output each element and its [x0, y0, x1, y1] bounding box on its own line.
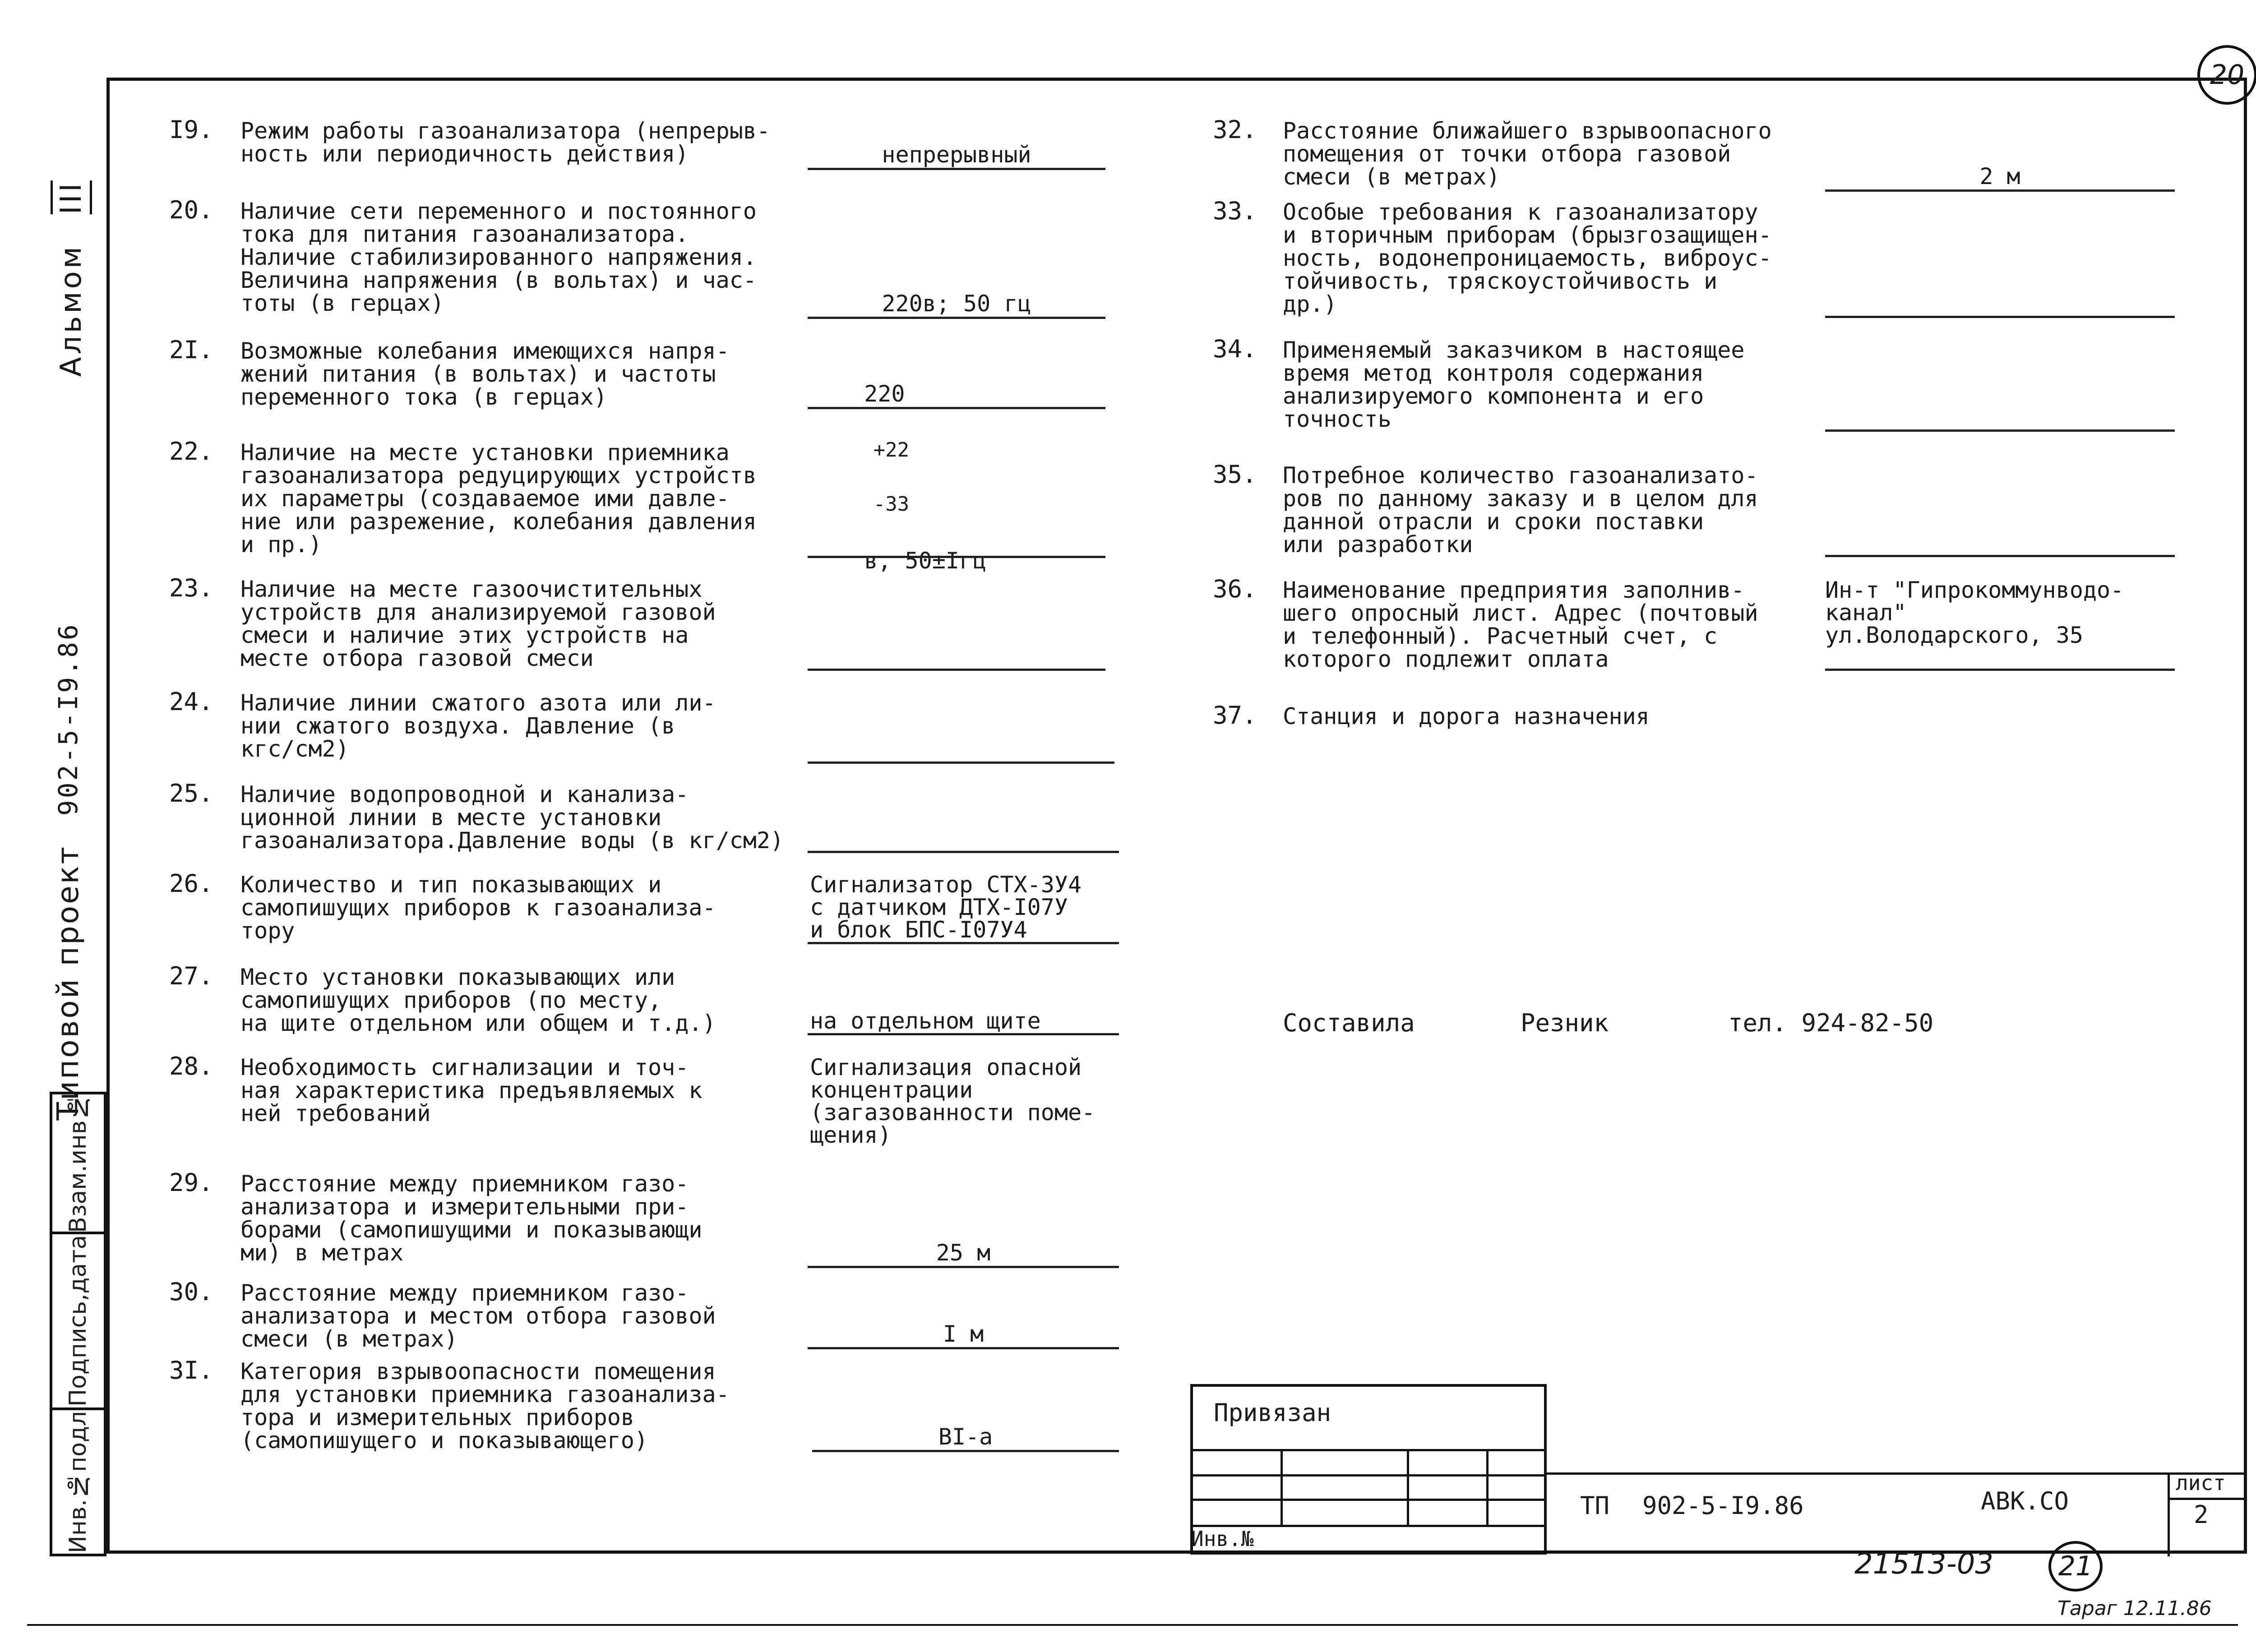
item-answer: непрерывный: [882, 142, 1031, 168]
item-number: 22.: [169, 437, 213, 466]
item-number: 35.: [1213, 460, 1257, 489]
answer-line: [808, 407, 1105, 409]
answer-line: [808, 851, 1119, 853]
answer-line: [808, 317, 1105, 319]
answer-line: [1825, 429, 2175, 432]
voltage-rest: в, 50±Iгц: [864, 548, 987, 574]
item-question: Наличие водопроводной и канализа- ционной линии в месте установки газоанализатора.Давление воды (в кг/см2): [240, 781, 784, 854]
compiled-phone: тел. 924-82-50: [1728, 1009, 1934, 1037]
title-block-top-line: [1547, 1472, 2247, 1475]
compiled-label: Составила: [1283, 1009, 1415, 1037]
project-code: 902-5-I9.86: [1642, 1491, 1804, 1520]
answer-line: [812, 1450, 1119, 1452]
item-question: Наличие на месте установки приемника газоанализатора редуцирующих устройств их параметры (создаваемое ими давле- ние или разрежение, колебания давления и пр.): [240, 439, 757, 558]
voltage-base: 220: [864, 381, 905, 407]
stamp-col-line: [1407, 1449, 1409, 1525]
answer-line: [808, 942, 1119, 944]
stamp-col-line: [1486, 1449, 1489, 1525]
item-number: 29.: [169, 1168, 213, 1197]
item-question: Расстояние ближайшего взрывоопасного помещения от точки отбора газовой смеси (в метрах): [1283, 118, 1772, 190]
strip-cell-replacement: Взам.инв№: [65, 1093, 92, 1233]
strip-cell-signature: Подпись,дата: [65, 1235, 92, 1407]
album-volume: III: [51, 180, 92, 214]
answer-line: [1825, 316, 2175, 318]
series-text: Типовой проект: [51, 845, 85, 1121]
voltage-minus: -33: [873, 493, 910, 516]
item-answer: Сигнализация опасной концентрации (загазованности поме- щения): [810, 1054, 1096, 1148]
item-question: Наличие на месте газоочистительных устройств для анализируемой газовой смеси и наличие этих устройств на месте отбора газовой смеси: [240, 576, 716, 671]
item-answer: 2 м: [1979, 163, 2020, 189]
page-number-bottom: 21: [2048, 1541, 2103, 1592]
answer-line: [808, 556, 1105, 558]
answer-line: [1825, 189, 2175, 192]
item-answer: 220в; 50 гц: [882, 291, 1031, 317]
item-number: 36.: [1213, 575, 1257, 603]
item-number: 37.: [1213, 701, 1257, 729]
item-answer: на отдельном щите: [810, 1008, 1041, 1034]
item-question: Расстояние между приемником газо- анализатора и измерительными при- борами (самопишущими и показывающи ми) в метрах: [240, 1171, 703, 1266]
item-question: Особые требования к газоанализатору и вторичным приборам (брызгозащищен- ность, водонепроницаемость, виброус- тойчивость, тряскоустойчивость и др.): [1283, 199, 1772, 317]
item-number: 24.: [169, 688, 213, 716]
answer-line: [808, 1347, 1119, 1349]
item-number: 27.: [169, 962, 213, 990]
item-number: 23.: [169, 574, 213, 602]
sheet-label: лист: [2176, 1471, 2226, 1495]
voltage-plus: +22: [873, 438, 910, 461]
item-question: Необходимость сигнализации и точ- ная характеристика предъявляемых к ней требований: [240, 1054, 703, 1126]
strip-cell-inventory: Инв.№подл: [65, 1411, 92, 1553]
item-question: Категория взрывоопасности помещения для установки приемника газоанализа- тора и измерительных приборов (самопишущего и показывающего): [240, 1358, 730, 1454]
answer-line: [1825, 669, 2175, 671]
tp-label: ТП: [1580, 1491, 1610, 1520]
item-question: Количество и тип показывающих и самопишущих приборов к газоанализа- тору: [240, 872, 716, 944]
item-number: 2I.: [169, 336, 213, 364]
stamp-row-line: [1190, 1474, 1547, 1477]
item-number: 25.: [169, 779, 213, 808]
item-number: 26.: [169, 869, 213, 898]
stamp-col-line: [1281, 1449, 1283, 1525]
stamp-row-line: [1190, 1499, 1547, 1501]
item-question: Возможные колебания имеющихся напря- жений питания (в вольтах) и частоты переменного тока (в герцах): [240, 338, 730, 410]
item-question: Наименование предприятия заполнив- шего опросный лист. Адрес (почтовый и телефонный). Расчетный счет, с которого подлежит оплата: [1283, 577, 1758, 672]
item-number: 3I.: [169, 1356, 213, 1384]
item-question: Наличие линии сжатого азота или ли- нии сжатого воздуха. Давление (в кгс/см2): [240, 690, 716, 762]
sheet-number: 2: [2194, 1500, 2209, 1529]
album-label: [51, 180, 92, 377]
item-question: Применяемый заказчиком в настоящее время метод контроля содержания анализируемого компонента и его точность: [1283, 337, 1745, 432]
answer-line: [808, 669, 1105, 671]
item-answer-voltage: [837, 360, 986, 572]
answer-line: [808, 1266, 1119, 1268]
item-answer: BI-а: [938, 1424, 993, 1450]
bound-label: Привязан: [1214, 1398, 1331, 1427]
series-label: [51, 623, 85, 1120]
page-number-top: 20: [2197, 45, 2256, 105]
item-question: Режим работы газоанализатора (непрерыв- ность или периодичность действия): [240, 118, 770, 167]
item-number: 34.: [1213, 335, 1257, 363]
item-question: Расстояние между приемником газо- анализатора и местом отбора газовой смеси (в метрах): [240, 1280, 716, 1352]
item-question: Наличие сети переменного и постоянного тока для питания газоанализатора. Наличие стабилизированного напряжения. Величина напряжения (в вольтах) и час- тоты (в герцах): [240, 198, 757, 316]
compiled-name: Резник: [1521, 1009, 1609, 1037]
archive-stamp-code: 21513-03: [1854, 1547, 1994, 1581]
item-number: 20.: [169, 196, 213, 224]
item-number: 28.: [169, 1052, 213, 1080]
answer-line: [808, 761, 1114, 764]
bottom-rule: [27, 1624, 2238, 1626]
answer-line: [808, 1033, 1119, 1035]
voltage-tolerance: [864, 405, 918, 549]
item-number: 33.: [1213, 197, 1257, 225]
item-number: 32.: [1213, 115, 1257, 144]
series-code: 902-5-I9.86: [53, 623, 83, 816]
item-answer: I м: [943, 1321, 984, 1347]
item-answer: Сигнализатор СТХ-3У4 с датчиком ДТХ-I07У и блок БПС-I07У4: [810, 872, 1082, 943]
item-answer: 25 м: [936, 1240, 991, 1266]
sheet-label-line: [2168, 1498, 2247, 1500]
answer-line: [1825, 555, 2175, 557]
stamp-row-line: [1190, 1449, 1547, 1451]
signature-date: Тараг 12.11.86: [2057, 1597, 2212, 1620]
item-answer: Ин-т "Гипрокоммунводо- канал" ул.Володарского, 35: [1825, 577, 2124, 648]
inv-label: Инв.№: [1191, 1527, 1254, 1551]
item-number: 30.: [169, 1278, 213, 1306]
item-question: Место установки показывающих или самопишущих приборов (по месту, на щите отдельном или общем и т.д.): [240, 964, 716, 1036]
album-text: Альмом: [55, 244, 88, 377]
item-question: Потребное количество газоанализато- ров по данному заказу и в целом для данной отрасли и сроки поставки или разработки: [1283, 462, 1758, 558]
item-number: I9.: [169, 115, 213, 144]
item-question: Станция и дорога назначения: [1283, 703, 1650, 729]
answer-line: [808, 168, 1105, 170]
sheet-divider: [2168, 1472, 2170, 1556]
document-mark: АВК.СО: [1981, 1487, 2069, 1515]
